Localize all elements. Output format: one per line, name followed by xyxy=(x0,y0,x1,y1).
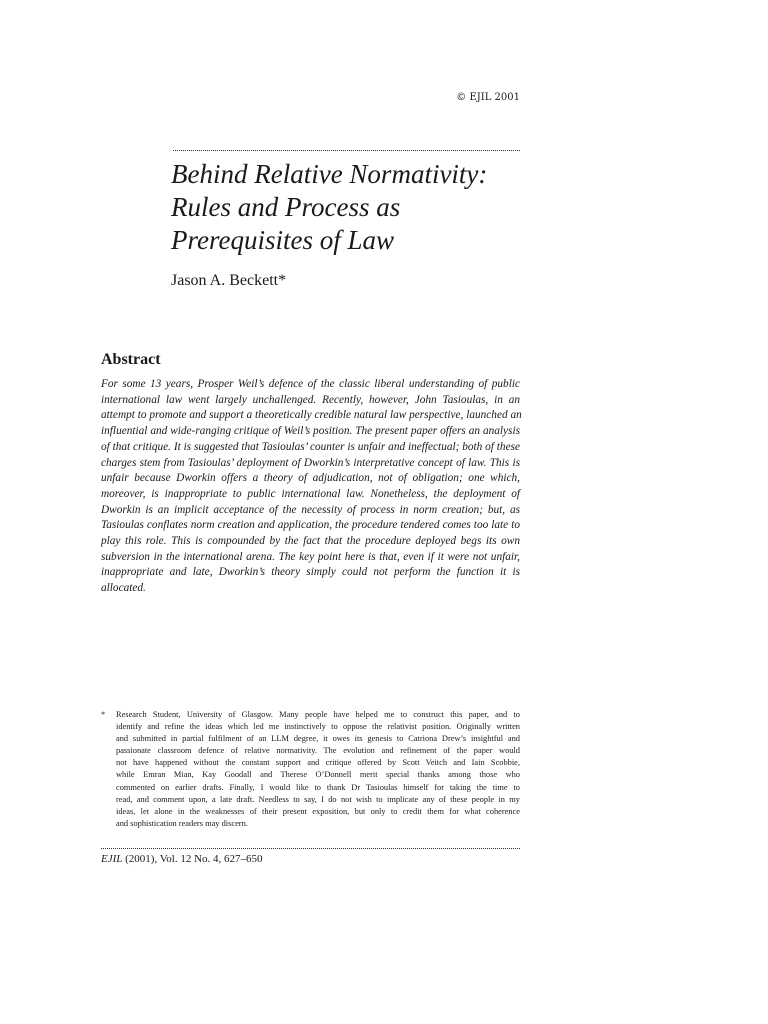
abstract-line: attempt to promote and support a theoretically credible natural law perspective, launched an xyxy=(101,409,522,422)
footnote-line: while Emran Mian, Kay Goodall and Therese O’Donnell merit special thanks among those who xyxy=(116,770,520,780)
copyright-notice: © EJIL 2001 xyxy=(456,92,520,103)
title-line: Behind Relative Normativity: xyxy=(171,159,488,189)
footnote-line: ideas, let alone in the weaknesses of their present exposition, but only to credit them for what coherence xyxy=(116,806,520,816)
abstract-heading: Abstract xyxy=(101,351,161,368)
abstract-line: moreover, is inappropriate to public international law. Nonetheless, the deployment of xyxy=(101,487,520,500)
footnote-line: Research Student, University of Glasgow. Many people have helped me to construct this paper, and to xyxy=(116,710,520,719)
footnote-text xyxy=(116,709,520,830)
abstract-line: influential and wide-ranging critique of Weil’s position. The present paper offers an analysis xyxy=(101,425,520,438)
footnote-line: read, and comment upon, a late draft. Needless to say, I do not wish to implicate any of these people in my xyxy=(116,794,520,804)
citation-details: (2001), Vol. 12 No. 4, 627–650 xyxy=(122,853,263,865)
abstract-line: inappropriate and late, Dworkin’s theory simply could not perform the function it is xyxy=(101,566,520,579)
journal-name: EJIL xyxy=(101,853,123,865)
abstract-line: Tasioulas conflates norm creation and application, the procedure tendered comes too late to xyxy=(101,519,520,532)
footnote-line: commented on earlier drafts. Finally, I would like to thank Dr Tasioulas himself for taking the time to xyxy=(116,782,520,792)
footnote-marker: * xyxy=(101,710,106,719)
article-title xyxy=(171,158,531,257)
abstract-line: unfair because Dworkin offers a theory of adjudication, not of obligation; one which, xyxy=(101,472,520,485)
abstract-line: play this role. This is compounded by the fact that the procedure deployed begs its own xyxy=(101,535,520,548)
footnote-line: identify and refine the ideas which led me instinctively to oppose the relativist position. Originally written xyxy=(116,722,520,732)
abstract-line: of that critique. It is suggested that Tasioulas’ counter is unfair and ineffectual; both of these xyxy=(101,440,520,453)
top-dotted-rule xyxy=(173,150,520,151)
bottom-dotted-rule xyxy=(101,848,520,849)
abstract-line: Dworkin is an implicit acceptance of the necessity of process in norm creation; but, as xyxy=(101,503,520,516)
abstract-line: allocated. xyxy=(101,582,146,595)
title-line: Rules and Process as xyxy=(171,192,401,222)
journal-citation xyxy=(101,853,263,865)
title-line: Prerequisites of Law xyxy=(171,225,395,255)
author-footnote xyxy=(101,709,520,830)
abstract-line: subversion in the international arena. The key point here is that, even if it were not unfair, xyxy=(101,550,520,563)
footnote-line: passionate classroom defence of relative normativity. The evolution and refinement of the paper would xyxy=(116,746,520,756)
footnote-line: not have happened without the constant support and critique offered by Scott Veitch and Iain Scobbie, xyxy=(116,758,520,768)
abstract-text xyxy=(101,377,520,597)
abstract-line: For some 13 years, Prosper Weil’s defence of the classic liberal understanding of public xyxy=(101,378,520,390)
abstract-line: international law went largely unchallenged. Recently, however, John Tasioulas, in an xyxy=(101,393,520,406)
abstract-line: charges stem from Tasioulas’ deployment of Dworkin’s interpretative concept of law. This is xyxy=(101,456,520,469)
author-name: Jason A. Beckett* xyxy=(171,272,287,289)
footnote-line: and submitted in partial fulfilment of an LLM degree, it owes its genesis to Catriona Drew’s insightful and xyxy=(116,734,520,744)
footnote-line: and sophistication readers may discern. xyxy=(116,818,248,828)
